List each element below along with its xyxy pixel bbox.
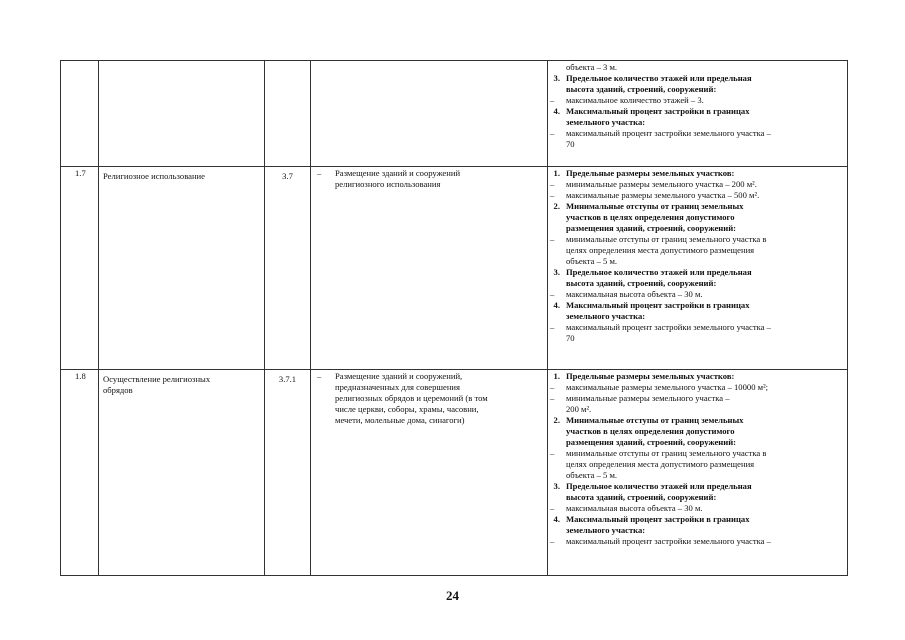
param-heading: высота зданий, строений, сооружений: — [566, 492, 717, 502]
param-heading: 4. Максимальный процент застройки в границах — [553, 514, 750, 524]
parameters-cell — [548, 370, 848, 576]
use-code-cell: 3.7.1 — [265, 370, 311, 576]
param-bullet: – максимальное количество этажей – 3. — [550, 95, 704, 105]
param-bullet: – максимальная высота объекта – 30 м. — [550, 503, 703, 513]
param-bullet: – минимальные отступы от границ земельного участка в — [550, 234, 767, 244]
param-line: целях определения места допустимого размещения — [566, 245, 755, 255]
param-bullet: – минимальные отступы от границ земельного участка в — [550, 448, 767, 458]
param-line: объекта – 5 м. — [566, 256, 618, 266]
table-row — [61, 61, 848, 167]
param-heading: 4. Максимальный процент застройки в границах — [553, 300, 750, 310]
use-name-cell — [99, 61, 265, 167]
param-heading: 4. Максимальный процент застройки в границах — [553, 106, 750, 116]
param-heading: высота зданий, строений, сооружений: — [566, 84, 717, 94]
param-bullet: – максимальный процент застройки земельного участка – — [550, 128, 771, 138]
row-number-cell — [61, 61, 99, 167]
param-heading: 3. Предельное количество этажей или предельная — [553, 73, 752, 83]
page-number: 24 — [446, 588, 459, 603]
param-heading: высота зданий, строений, сооружений: — [566, 278, 717, 288]
param-bullet: – минимальные размеры земельного участка – — [550, 393, 730, 403]
row-number-cell: 1.7 — [61, 167, 99, 370]
param-bullet: – максимальная высота объекта – 30 м. — [550, 289, 703, 299]
use-code-cell: 3.7 — [265, 167, 311, 370]
param-heading: размещения зданий, строений, сооружений: — [566, 437, 737, 447]
zoning-table — [60, 60, 848, 576]
param-heading: земельного участка: — [566, 311, 646, 321]
param-heading: участков в целях определения допустимого — [566, 212, 735, 222]
param-heading: 1. Предельные размеры земельных участков: — [553, 168, 735, 178]
use-name-cell: Осуществление религиозных обрядов — [99, 370, 265, 576]
param-heading: 3. Предельное количество этажей или предельная — [553, 267, 752, 277]
param-bullet: – максимальные размеры земельного участка – 500 м². — [550, 190, 760, 200]
use-code-cell — [265, 61, 311, 167]
param-heading: участков в целях определения допустимого — [566, 426, 735, 436]
use-description-cell: – Размещение зданий и сооружений, предназначенных для совершения религиозных обрядов и церемоний (в том числе церкви, соборы, храмы, часовни, мечети, молельные дома, синагоги) — [311, 370, 548, 576]
row-number-cell: 1.8 — [61, 370, 99, 576]
param-bullet: – максимальные размеры земельного участка – 10000 м²; — [550, 382, 769, 392]
param-line: 70 — [566, 333, 575, 343]
use-description-cell — [311, 61, 548, 167]
param-bullet: – минимальные размеры земельного участка – 200 м². — [550, 179, 757, 189]
param-line: целях определения места допустимого размещения — [566, 459, 755, 469]
use-description-cell: – Размещение зданий и сооружений религиозного использования — [311, 167, 548, 370]
param-heading: 2. Минимальные отступы от границ земельных — [553, 415, 744, 425]
param-line: объекта – 5 м. — [566, 470, 618, 480]
parameters-cell — [548, 61, 848, 167]
param-line: объекта – 3 м. — [566, 62, 618, 72]
param-line: 200 м². — [566, 404, 592, 414]
parameters-cell — [548, 167, 848, 370]
param-heading: земельного участка: — [566, 117, 646, 127]
param-bullet: – максимальный процент застройки земельного участка – — [550, 536, 771, 546]
param-heading: земельного участка: — [566, 525, 646, 535]
param-heading: 2. Минимальные отступы от границ земельных — [553, 201, 744, 211]
param-line: 70 — [566, 139, 575, 149]
param-bullet: – максимальный процент застройки земельного участка – — [550, 322, 771, 332]
table-row — [61, 370, 848, 576]
param-heading: размещения зданий, строений, сооружений: — [566, 223, 737, 233]
param-heading: 1. Предельные размеры земельных участков: — [553, 371, 735, 381]
table-row — [61, 167, 848, 370]
use-name-cell: Религиозное использование — [99, 167, 265, 370]
param-heading: 3. Предельное количество этажей или предельная — [553, 481, 752, 491]
